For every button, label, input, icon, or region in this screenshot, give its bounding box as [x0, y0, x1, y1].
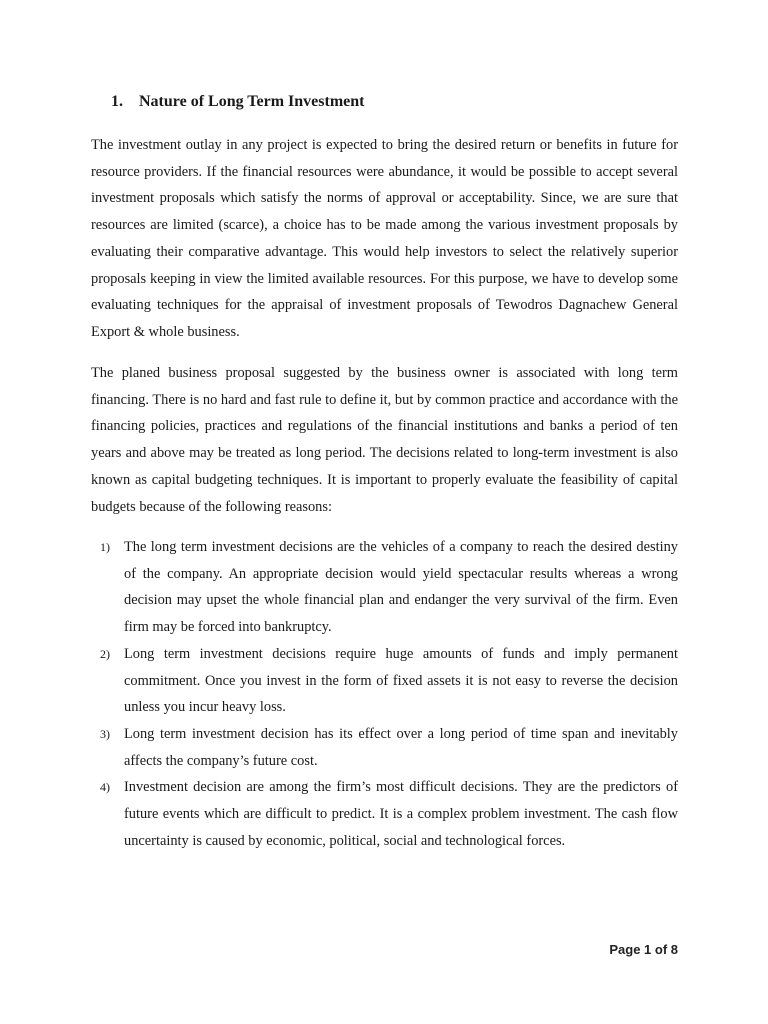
list-item	[91, 774, 678, 854]
section-number: 1.	[111, 93, 123, 110]
reasons-list	[91, 534, 678, 854]
list-item	[91, 534, 678, 641]
paragraph-long-term-financing: The planed business proposal suggested by the business owner is associated with long term financing. There is no hard and fast rule to define it, but by common practice and accordance with the financing policies, practices and regulations of the financial institutions and banks a period of ten years and above may be treated as long period. The decisions related to long-term investment is also known as capital budgeting techniques. It is important to properly evaluate the feasibility of capital budgets because of the following reasons:	[91, 365, 678, 515]
page-number: Page 1 of 8	[609, 942, 678, 957]
list-marker: 1)	[100, 540, 110, 554]
list-marker: 2)	[100, 646, 110, 661]
paragraph-intro: The investment outlay in any project is expected to bring the desired return or benefits in future for resource providers. If the financial resources were abundance, it would be possible to accept several investment proposals which satisfy the norms of approval or acceptability. Since, we are sure that resources are limited (scarce), a choice has to be made among the various investment proposals by evaluating their comparative advantage. This would help investors to select the relatively superior proposals keeping in view the limited available resources. For this purpose, we have to develop some evaluating techniques for the appraisal of investment proposals of Tewodros Dagnachew General Export & whole business.	[91, 137, 678, 340]
list-marker: 3)	[100, 726, 110, 741]
list-item-text: Long term investment decisions require huge amounts of funds and imply permanent commitment. Once you invest in the form of fixed assets it is not easy to reverse the decision unless you incur heavy loss.	[124, 645, 678, 716]
list-item	[91, 721, 678, 774]
list-marker: 4)	[100, 780, 110, 795]
section-title: Nature of Long Term Investment	[139, 93, 365, 110]
list-item	[91, 641, 678, 721]
list-item-text: The long term investment decisions are the vehicles of a company to reach the desired destiny of the company. An appropriate decision would yield spectacular results whereas a wrong decision may upset the whole financial plan and endanger the very survival of the firm. Even firm may be forced into bankruptcy.	[124, 539, 678, 636]
list-item-text: Investment decision are among the firm’s most difficult decisions. They are the predictors of future events which are difficult to predict. It is a complex problem investment. The cash flow uncertainty is caused by economic, political, social and technological forces.	[124, 779, 678, 849]
list-item-text: Long term investment decision has its effect over a long period of time span and inevitably affects the company’s future cost.	[124, 725, 678, 769]
section-heading	[111, 93, 364, 111]
